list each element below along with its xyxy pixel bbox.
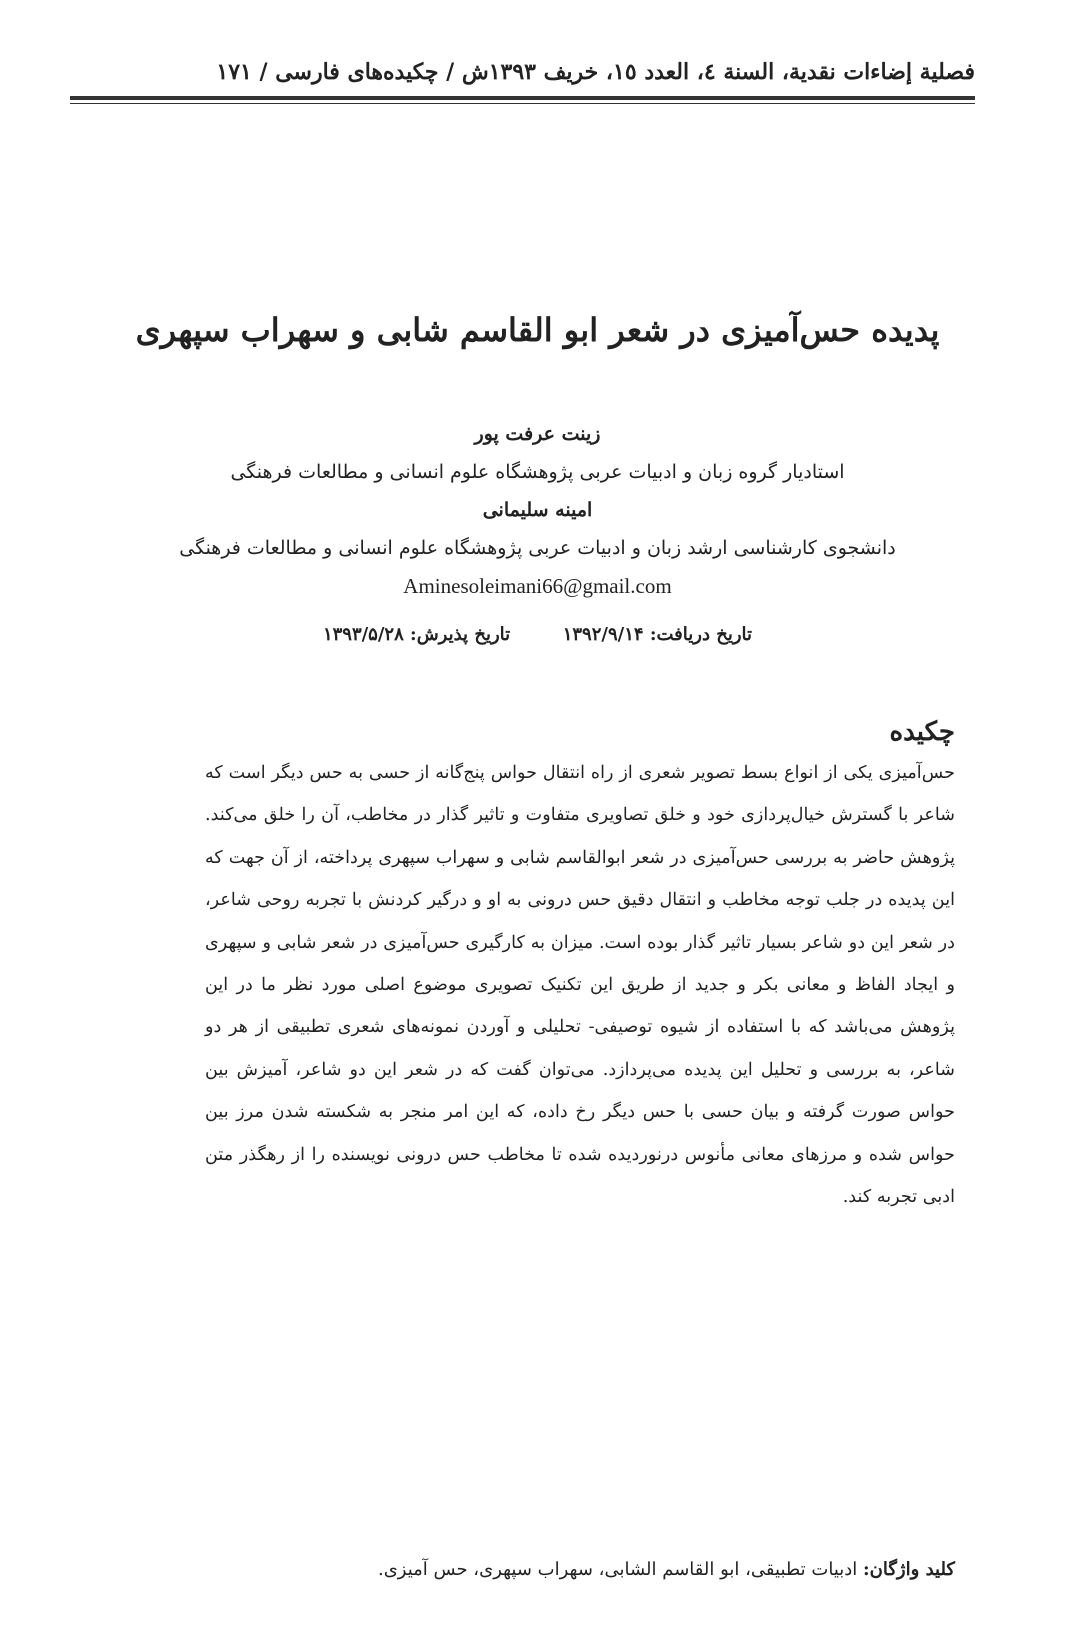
author-1-name: زینت عرفت پور [474,423,601,445]
header-rule [70,96,975,100]
abstract-heading: چکیده [889,717,955,747]
keywords-text: ادبیات تطبیقی، ابو القاسم الشابی، سهراب سپهری، حس آمیزی. [377,1559,858,1580]
author-2-affiliation: دانشجوی کارشناسی ارشد زبان و ادبیات عربی پژوهشگاه علوم انسانی و مطالعات فرهنگی [179,537,896,559]
author-2-name: امینه سلیمانی [482,499,593,521]
header-rule-thin [70,103,975,104]
accepted-label: تاریخ پذیرش: [410,624,511,645]
received-date: ۱۳۹۲/۹/۱۴ [562,624,644,645]
article-title: پدیده حس‌آمیزی در شعر ابو القاسم شابی و سهراب سپهری [135,311,940,349]
keywords-label: کلید واژگان: [863,1559,955,1580]
keywords-line [100,1550,955,1590]
received-label: تاریخ دریافت: [649,624,753,645]
author-block [60,415,1015,605]
dates-line [60,618,1015,652]
author-email: Aminesoleimani66@gmail.com [403,574,672,598]
author-1-affiliation: استادیار گروه زبان و ادبیات عربی پژوهشگاه علوم انسانی و مطالعات فرهنگی [230,461,845,483]
accepted-date: ۱۳۹۳/۵/۲۸ [322,624,404,645]
abstract-body: حس‌آمیزی یکی از انواع بسط تصویر شعری از راه انتقال حواس پنج‌گانه از حسی به حس دیگر است که شاعر با گسترش خیال‌پردازی خود و خلق تصاویری متفاوت و تاثیر گذار در مخاطب، آن را خلق می‌کند. پژوهش حاضر به بررسی حس‌آمیزی در شعر ابوالقاسم شابی و سهراب سپهری پرداخته، از آن جهت که این پدیده در جلب توجه مخاطب و انتقال دقیق حس درونی به او و درگیر کردنش با تجربه روحی شاعر، در شعر این دو شاعر بسیار تاثیر گذار بوده است. میزان به کارگیری حس‌آمیزی در شعر شابی و سپهری و ایجاد الفاظ و معانی بکر و جدید از طریق این تکنیک تصویری موضوع اصلی مورد نظر ما در این پژوهش می‌باشد که با استفاده از شیوه توصیفی- تحلیلی و آوردن نمونه‌های شعری تطبیقی از هر دو شاعر، به بررسی و تحلیل این پدیده می‌پردازد. می‌توان گفت که در شعر این دو شاعر، آمیزش بین حواس صورت گرفته و بیان حسی با حس دیگر رخ داده، که این امر منجر به شکسته شدن مرز بین حواس شده و مرزهای معانی مأنوس درنوردیده شده تا مخاطب حس درونی نویسنده را از رهگذر متن ادبی تجربه کند. [205,763,955,1208]
running-header: فصلية إضاءات نقدية، السنة ٤، العدد ١٥، خریف ۱۳۹۳ش / چکیده‌های فارسی / ۱۷۱ [216,59,975,85]
